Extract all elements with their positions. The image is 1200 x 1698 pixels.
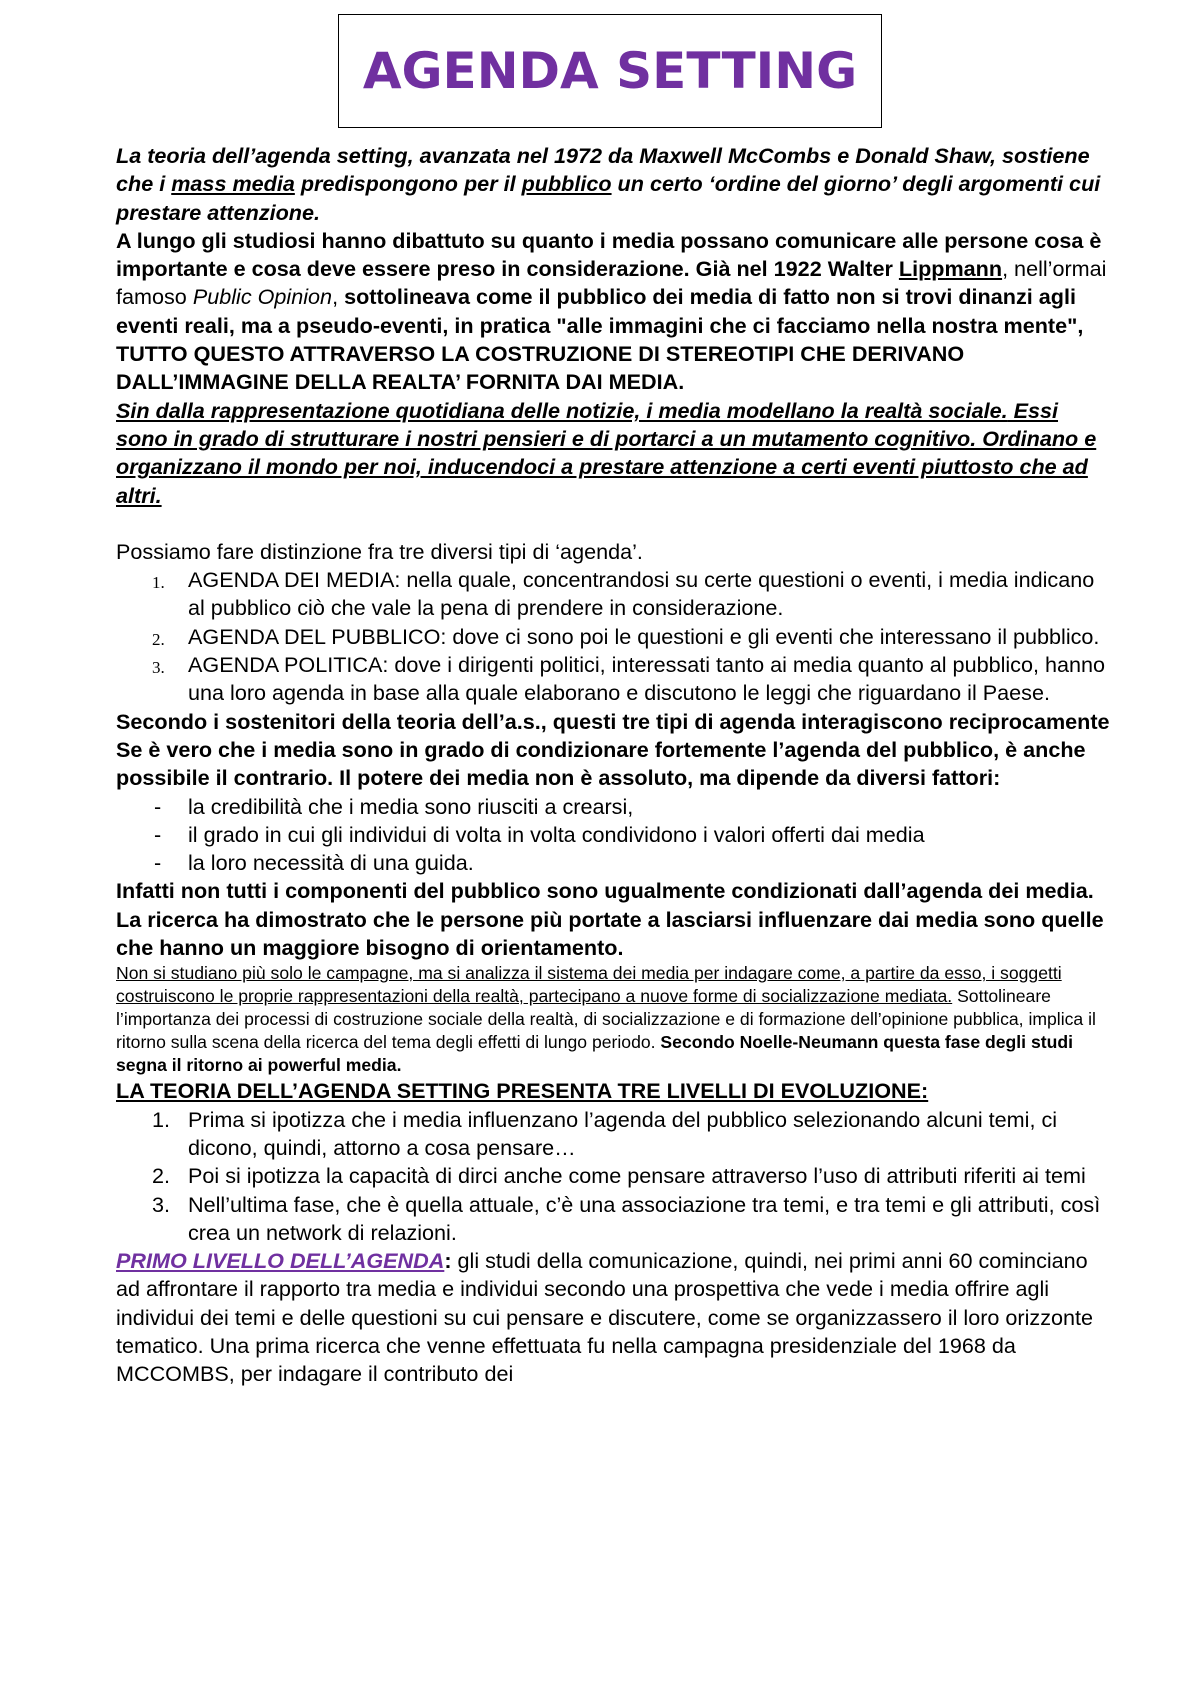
list-item xyxy=(116,623,1112,651)
list-item-text: Poi si ipotizza la capacità di dirci anche come pensare attraverso l’uso di attributi riferiti ai temi xyxy=(188,1163,1086,1189)
lippmann-link[interactable]: Lippmann xyxy=(898,256,1003,282)
list-item xyxy=(116,1191,1112,1248)
document-body xyxy=(116,142,1112,1389)
power-paragraph: Se è vero che i media sono in grado di condizionare fortemente l’agenda del pubblico, è anche possibile il contrario. Il potere dei media non è assoluto, ma dipende da diversi fattori: xyxy=(116,736,1086,791)
public-opinion-title: Public Opinion xyxy=(192,284,333,310)
lippmann-text-d: sottolineava come il pubblico dei media di fatto non si trovi dinanzi agli eventi reali, ma a pseudo-eventi, in pratica "alle immagini che ci facciamo nella nostra mente", TUTTO QUESTO ATTRAVERSO LA COSTRUZIONE DI STEREOTIPI CHE DERIVANO DALL’IMMAGINE DELLA REALTA’ FORNITA DAI MEDIA. xyxy=(116,284,1084,395)
list-item xyxy=(116,793,1112,821)
agenda-types-list xyxy=(116,566,1112,707)
socialization-underlined: Non si studiano più solo le campagne, ma si analizza il sistema dei media per indagare come, a partire da esso, i soggetti costruiscono le proprie rappresentazioni della realtà, partecipano a nuove forme di socializzazione mediata. xyxy=(116,963,1062,1007)
levels-list xyxy=(116,1106,1112,1247)
lippmann-text-c: , xyxy=(332,284,345,310)
list-item xyxy=(116,566,1112,623)
media-reality-paragraph xyxy=(116,397,1112,510)
intro-paragraph xyxy=(116,142,1112,227)
list-item-text: AGENDA DEL PUBBLICO: dove ci sono poi le questioni e gli eventi che interessano il pubblico. xyxy=(188,623,1100,649)
mass-media-link[interactable]: mass media xyxy=(171,171,295,197)
list-item xyxy=(116,1106,1112,1163)
lippmann-paragraph xyxy=(116,227,1112,397)
list-number: 1. xyxy=(152,1106,171,1132)
list-number: 3. xyxy=(152,658,165,678)
intro-text-c: un certo ‘ordine del giorno’ degli argomenti cui prestare attenzione. xyxy=(116,171,1101,225)
intro-text-b: predispongono per il xyxy=(294,171,522,197)
noelle-neumann-text: Secondo Noelle-Neumann questa fase degli studi segna il ritorno ai powerful media. xyxy=(116,1032,1073,1076)
list-number: 2. xyxy=(152,1163,171,1189)
pubblico-link[interactable]: pubblico xyxy=(521,171,612,197)
list-item-text: Nell’ultima fase, che è quella attuale, c’è una associazione tra temi, e tra temi e gli attributi, così crea un network di relazioni. xyxy=(188,1191,1101,1245)
list-item-text: AGENDA DEI MEDIA: nella quale, concentrandosi su certe questioni o eventi, i media indicano al pubblico ciò che vale la pena di prendere in considerazione. xyxy=(188,567,1095,621)
factors-list xyxy=(116,793,1112,878)
title-box xyxy=(338,14,882,128)
list-item xyxy=(116,821,1112,849)
list-item xyxy=(116,849,1112,877)
agenda-types-lead: Possiamo fare distinzione fra tre diversi tipi di ‘agenda’. xyxy=(116,538,643,564)
list-item-text: Prima si ipotizza che i media influenzano l’agenda del pubblico selezionando alcuni temi, ci dicono, quindi, attorno a cosa pensare… xyxy=(188,1106,1058,1160)
list-item-text: AGENDA POLITICA: dove i dirigenti politici, interessati tanto ai media quanto al pubblico, hanno una loro agenda in base alla quale elaborano e discutono le leggi che riguardano il Paese. xyxy=(188,652,1106,706)
list-number: 2. xyxy=(152,629,165,649)
document-title: AGENDA SETTING xyxy=(362,42,858,100)
socialization-plain: Sottolineare l’importanza dei processi di costruzione sociale della realtà, di socializzazione e di formazione dell’opinione pubblica, implica il ritorno sulla scena della ricerca del tema degli effetti di lungo periodo. xyxy=(116,986,1096,1053)
lippmann-text-b: , nell’ormai famoso xyxy=(116,256,1107,310)
first-level-link[interactable]: PRIMO LIVELLO DELL’AGENDA xyxy=(116,1248,445,1274)
list-item-text: il grado in cui gli individui di volta in volta condividono i valori offerti dai media xyxy=(188,821,925,847)
socialization-paragraph xyxy=(116,962,1112,1077)
influence-paragraph: Infatti non tutti i componenti del pubblico sono ugualmente condizionati dall’agenda dei media. La ricerca ha dimostrato che le persone più portate a lasciarsi influenzare dai media sono quelle che hanno un maggiore bisogno di orientamento. xyxy=(116,878,1104,961)
intro-text-a: La teoria dell’agenda setting, avanzata nel 1972 da Maxwell McCombs e Donald Shaw, sostiene che i xyxy=(116,143,1090,197)
list-item-text: la credibilità che i media sono riusciti a crearsi, xyxy=(188,793,634,819)
spacer xyxy=(116,510,1112,538)
dash-bullet: - xyxy=(154,850,162,876)
levels-heading: LA TEORIA DELL’AGENDA SETTING PRESENTA TRE LIVELLI DI EVOLUZIONE: xyxy=(116,1078,929,1104)
reciprocal-paragraph: Secondo i sostenitori della teoria dell’a.s., questi tre tipi di agenda interagiscono reciprocamente xyxy=(116,708,1110,734)
media-reality-text-b: Essi sono in grado di strutturare i nostri pensieri e di portarci a un mutamento cognitivo. Ordinano e organizzano il mondo per noi, inducendoci a prestare attenzione a certi eventi piuttosto che ad altri. xyxy=(116,397,1097,508)
dash-bullet: - xyxy=(154,821,162,847)
dash-bullet: - xyxy=(154,793,162,819)
list-item xyxy=(116,1162,1112,1190)
list-item-text: la loro necessità di una guida. xyxy=(188,850,474,876)
list-number: 3. xyxy=(152,1191,171,1217)
media-reality-text-a: Sin dalla rappresentazione quotidiana delle notizie, i media modellano la realtà sociale. xyxy=(116,397,1008,423)
list-item xyxy=(116,651,1112,708)
first-level-text: gli studi della comunicazione, quindi, nei primi anni 60 cominciano ad affrontare il rapporto tra media e individui secondo una prospettiva che vede i media offrire agli individui dei temi e delle questioni su cui pensare e discutere, come se organizzassero il loro orizzonte tematico. Una prima ricerca che venne effettuata fu nella campagna presidenziale del 1968 da MCCOMBS, per indagare il contributo dei xyxy=(116,1248,1094,1387)
lippmann-text-a: A lungo gli studiosi hanno dibattuto su quanto i media possano comunicare alle persone cosa è importante e cosa deve essere preso in considerazione. Già nel 1922 Walter xyxy=(116,227,1102,282)
first-level-colon: : xyxy=(444,1248,452,1274)
first-level-paragraph xyxy=(116,1247,1112,1388)
list-number: 1. xyxy=(152,573,165,593)
